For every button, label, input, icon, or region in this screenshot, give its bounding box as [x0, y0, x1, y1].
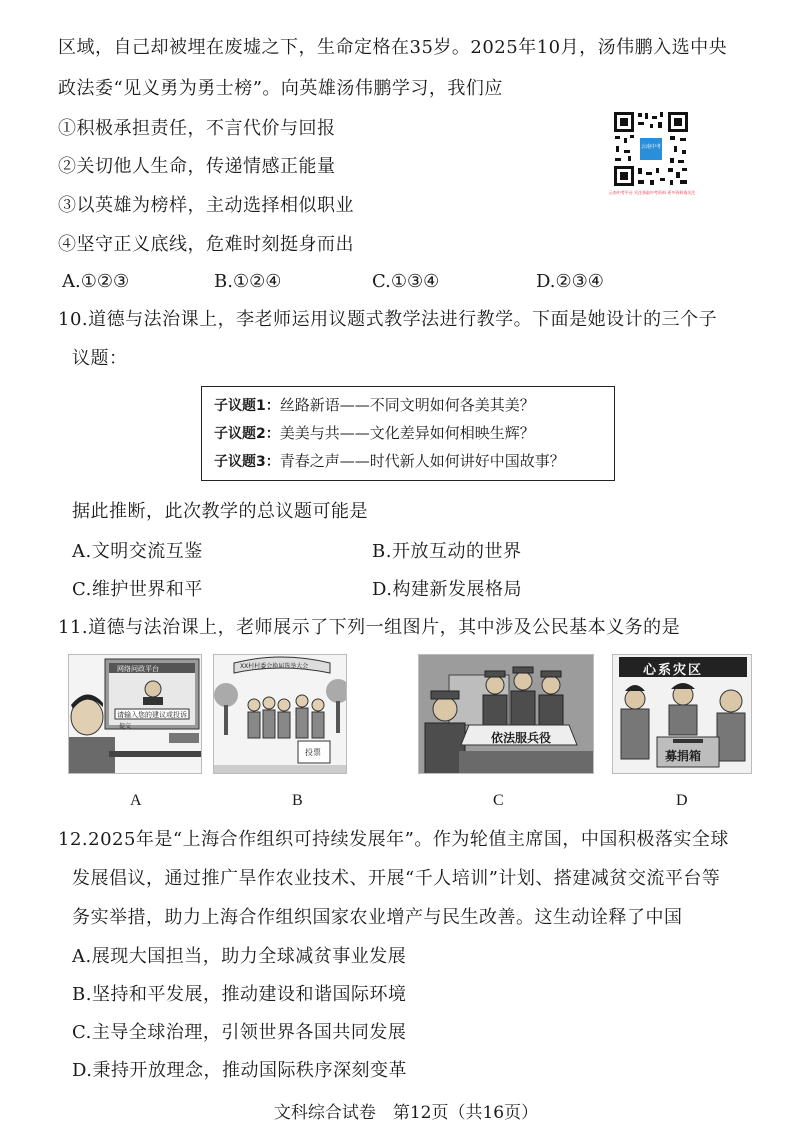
q12-option-b[interactable]: B.坚持和平发展，推动建设和谐国际环境 [72, 984, 407, 1005]
q10-stem-line-1: 10.道德与法治课上，李老师运用议题式教学法进行教学。下面是她设计的三个子 [58, 309, 718, 330]
sub-topic-1-label: 子议题1： [214, 398, 280, 414]
qr-caption: 云南中考平台 关注获取中考资料 更多资料请关注 [608, 190, 696, 195]
q12-option-c[interactable]: C.主导全球治理，引领世界各国共同发展 [72, 1022, 407, 1043]
picture-c[interactable] [418, 654, 594, 774]
voting-illustration [214, 655, 347, 774]
q12-option-a[interactable]: A.展现大国担当，助力全球减贫事业发展 [72, 946, 407, 967]
sub-topic-3-label: 子议题3： [214, 454, 280, 470]
q12-stem-line-3: 务实举措，助力上海合作组织国家农业增产与民生改善。这生动诠释了中国 [72, 907, 683, 928]
q9-option-d[interactable]: D.②③④ [536, 271, 604, 292]
sub-topic-2 [214, 423, 535, 444]
page-footer: 文科综合试卷 第12页（共16页） [273, 1103, 539, 1123]
picture-b-ballot-box: 投票 [305, 748, 321, 757]
picture-d-banner: 心系灾区 [643, 663, 704, 678]
sub-topic-1-text: 丝路新语——不同文明如何各美其美？ [279, 396, 535, 414]
q9-item-1: ①积极承担责任，不言代价与回报 [58, 118, 336, 139]
q9-item-4: ④坚守正义底线，危难时刻挺身而出 [58, 234, 354, 255]
sub-topic-3-text: 青春之声——时代新人如何讲好中国故事？ [279, 452, 565, 470]
picture-d-caption: D [676, 792, 688, 809]
q9-option-c[interactable]: C.①③④ [372, 271, 440, 292]
picture-d-donation-box: 募捐箱 [665, 749, 702, 763]
qr-center-label: 云南中考 [641, 144, 662, 150]
picture-b-caption: B [292, 792, 303, 809]
q9-option-b[interactable]: B.①②④ [214, 271, 282, 292]
q9-item-3: ③以英雄为榜样，主动选择相似职业 [58, 195, 354, 216]
q9-options [58, 270, 758, 294]
picture-a[interactable] [68, 654, 202, 774]
picture-d[interactable] [612, 654, 752, 774]
picture-c-banner: 依法服兵役 [491, 731, 552, 745]
sub-topic-2-label: 子议题2： [214, 426, 280, 442]
q10-question: 据此推断，此次教学的总议题可能是 [72, 501, 368, 522]
q11-stem: 11.道德与法治课上，老师展示了下列一组图片，其中涉及公民基本义务的是 [58, 617, 681, 638]
q9-text-line-2: 政法委“见义勇为勇士榜”。向英雄汤伟鹏学习，我们应 [58, 78, 503, 99]
q9-item-2: ②关切他人生命，传递情感正能量 [58, 156, 336, 177]
sub-topic-3 [214, 451, 565, 472]
q10-stem-line-2: 议题： [72, 348, 128, 369]
picture-a-input-text: 请输入您的建议或投诉 [117, 711, 187, 719]
sub-topic-1 [214, 395, 535, 416]
q10-option-d[interactable]: D.构建新发展格局 [372, 579, 523, 600]
military-service-illustration [419, 655, 594, 774]
picture-a-caption: A [130, 792, 142, 809]
q10-option-b[interactable]: B.开放互动的世界 [372, 541, 522, 562]
q12-stem-line-2: 发展倡议，通过推广旱作农业技术、开展“千人培训”计划、搭建减贫交流平台等 [72, 868, 721, 889]
q9-text-line-1: 区域，自己却被埋在废墟之下，生命定格在35岁。2025年10月，汤伟鹏入选中央 [58, 37, 728, 58]
picture-c-caption: C [493, 792, 504, 809]
picture-a-sign: 网络问政平台 [117, 665, 159, 673]
picture-b[interactable] [213, 654, 347, 774]
q10-option-c[interactable]: C.维护世界和平 [72, 579, 203, 600]
picture-b-sign: XX村村委会换届选举大会 [240, 663, 309, 670]
q12-option-d[interactable]: D.秉持开放理念，推动国际秩序深刻变革 [72, 1060, 408, 1081]
picture-a-button: 提交 [119, 723, 132, 730]
q9-option-a[interactable]: A.①②③ [62, 271, 130, 292]
sub-topic-2-text: 美美与共——文化差异如何相映生辉？ [279, 424, 535, 442]
sub-topics-box [201, 386, 615, 481]
q12-stem-line-1: 12.2025年是“上海合作组织可持续发展年”。作为轮值主席国，中国积极落实全球 [58, 829, 729, 850]
q10-option-a[interactable]: A.文明交流互鉴 [72, 541, 203, 562]
